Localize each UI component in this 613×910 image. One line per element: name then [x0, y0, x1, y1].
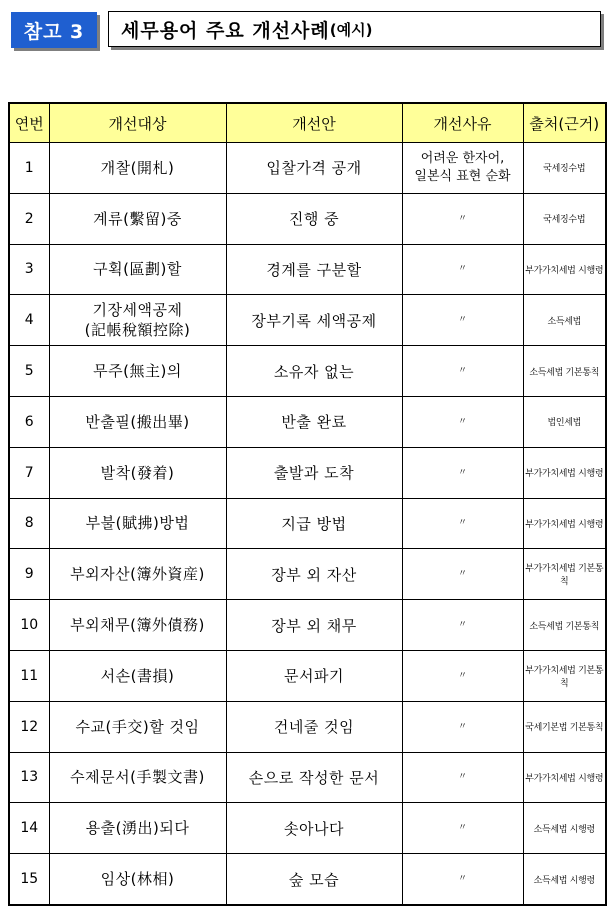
reason-cell	[402, 498, 523, 549]
row-number-cell: 15	[9, 854, 49, 905]
target-term-line: 반출필(搬出畢)	[85, 412, 190, 431]
source-cell: 법인세법	[523, 396, 606, 447]
improved-term-cell: 문서파기	[226, 650, 402, 701]
table-row	[9, 346, 606, 397]
reason-line: 〃	[457, 416, 467, 427]
row-number-cell: 2	[9, 193, 49, 244]
target-term-cell	[49, 295, 226, 346]
reason-cell	[402, 447, 523, 498]
source-cell: 국세징수법	[523, 193, 606, 244]
column-header-no: 연번	[9, 103, 49, 143]
row-number-cell: 8	[9, 498, 49, 549]
target-term-cell	[49, 244, 226, 295]
row-number-cell: 6	[9, 396, 49, 447]
reason-cell	[402, 346, 523, 397]
table-row	[9, 193, 606, 244]
improved-term-cell: 진행 중	[226, 193, 402, 244]
table-row	[9, 752, 606, 803]
improved-term-cell: 손으로 작성한 문서	[226, 752, 402, 803]
target-term-cell	[49, 854, 226, 905]
reason-line: 일본식 표현 순화	[414, 168, 511, 184]
source-cell: 소득세법	[523, 295, 606, 346]
improved-term-cell: 경계를 구분할	[226, 244, 402, 295]
target-term-line: 수제문서(手製文書)	[70, 768, 205, 787]
target-term-line: 계류(繫留)중	[93, 209, 182, 228]
target-term-cell	[49, 447, 226, 498]
column-header-source: 출처(근거)	[523, 103, 606, 143]
row-number-cell: 7	[9, 447, 49, 498]
reason-line: 〃	[457, 467, 467, 478]
source-cell: 부가가치세법 시행령	[523, 447, 606, 498]
reason-cell	[402, 600, 523, 651]
target-term-cell	[49, 701, 226, 752]
row-number-cell: 4	[9, 295, 49, 346]
column-header-target: 개선대상	[49, 103, 226, 143]
target-term-cell	[49, 346, 226, 397]
row-number-cell: 14	[9, 803, 49, 854]
source-cell: 부가가치세법 시행령	[523, 498, 606, 549]
target-term-cell	[49, 193, 226, 244]
target-term-line: 임상(林相)	[100, 870, 175, 889]
reason-line: 〃	[457, 721, 467, 732]
reason-cell	[402, 143, 523, 194]
table-row	[9, 803, 606, 854]
source-cell: 부가가치세법 기본통칙	[523, 549, 606, 600]
improved-term-cell: 장부 외 채무	[226, 600, 402, 651]
reason-line: 어려운 한자어,	[420, 150, 505, 166]
target-term-cell	[49, 803, 226, 854]
source-cell: 소득세법 시행령	[523, 854, 606, 905]
table-row	[9, 600, 606, 651]
source-cell: 국세기본법 기본통칙	[523, 701, 606, 752]
title-text: 세무용어 주요 개선사례	[121, 19, 330, 42]
improved-term-cell: 솟아나다	[226, 803, 402, 854]
row-number-cell: 11	[9, 650, 49, 701]
table-row	[9, 498, 606, 549]
table-row	[9, 396, 606, 447]
improved-term-cell: 소유자 없는	[226, 346, 402, 397]
row-number-cell: 3	[9, 244, 49, 295]
source-cell: 부가가치세법 시행령	[523, 244, 606, 295]
row-number-cell: 10	[9, 600, 49, 651]
target-term-line: 무주(無主)의	[93, 362, 182, 381]
improved-term-cell: 숲 모습	[226, 854, 402, 905]
table-row	[9, 143, 606, 194]
improved-term-cell: 출발과 도착	[226, 447, 402, 498]
improved-term-cell: 지급 방법	[226, 498, 402, 549]
reason-line: 〃	[457, 670, 467, 681]
source-cell: 소득세법 기본통칙	[523, 600, 606, 651]
table-row	[9, 650, 606, 701]
row-number-cell: 9	[9, 549, 49, 600]
reason-line: 〃	[457, 874, 467, 885]
target-term-line: 서손(書損)	[100, 666, 175, 685]
row-number-cell: 12	[9, 701, 49, 752]
source-cell: 부가가치세법 시행령	[523, 752, 606, 803]
table-row	[9, 854, 606, 905]
reason-cell	[402, 295, 523, 346]
reason-cell	[402, 650, 523, 701]
title-suffix: (예시)	[329, 20, 373, 39]
improved-term-cell: 반출 완료	[226, 396, 402, 447]
source-cell: 소득세법 시행령	[523, 803, 606, 854]
row-number-cell: 13	[9, 752, 49, 803]
target-term-line: 부외자산(簿外資産)	[70, 565, 205, 584]
terminology-table	[8, 102, 607, 906]
reason-line: 〃	[457, 315, 467, 326]
source-cell: 소득세법 기본통칙	[523, 346, 606, 397]
table-row	[9, 701, 606, 752]
reason-cell	[402, 752, 523, 803]
reason-cell	[402, 396, 523, 447]
reason-cell	[402, 244, 523, 295]
source-cell: 국세징수법	[523, 143, 606, 194]
target-term-line: 부외채무(簿外債務)	[70, 616, 205, 635]
reason-cell	[402, 549, 523, 600]
reason-line: 〃	[457, 518, 467, 529]
table-row	[9, 549, 606, 600]
page-title	[108, 11, 601, 47]
target-term-line: 용출(湧出)되다	[85, 819, 190, 838]
target-term-cell	[49, 396, 226, 447]
target-term-cell	[49, 650, 226, 701]
reason-cell	[402, 803, 523, 854]
target-term-cell	[49, 549, 226, 600]
target-term-line: 구획(區劃)할	[93, 260, 182, 279]
improved-term-cell: 장부기록 세액공제	[226, 295, 402, 346]
target-term-line: 기장세액공제	[92, 301, 183, 320]
target-term-line: (記帳稅額控除)	[84, 321, 191, 340]
reason-cell	[402, 193, 523, 244]
improved-term-cell: 장부 외 자산	[226, 549, 402, 600]
reason-cell	[402, 854, 523, 905]
improved-term-cell: 건네줄 것임	[226, 701, 402, 752]
target-term-line: 부불(賦拂)방법	[85, 514, 190, 533]
target-term-cell	[49, 498, 226, 549]
row-number-cell: 5	[9, 346, 49, 397]
reason-line: 〃	[457, 823, 467, 834]
table-row	[9, 244, 606, 295]
target-term-cell	[49, 600, 226, 651]
reason-line: 〃	[457, 264, 467, 275]
table-header-row	[9, 103, 606, 143]
target-term-line: 발착(發着)	[100, 463, 175, 482]
improved-term-cell: 입찰가격 공개	[226, 143, 402, 194]
target-term-cell	[49, 143, 226, 194]
row-number-cell: 1	[9, 143, 49, 194]
reason-line: 〃	[457, 569, 467, 580]
table-row	[9, 295, 606, 346]
source-cell: 부가가치세법 기본통칙	[523, 650, 606, 701]
target-term-line: 수교(手交)할 것임	[75, 717, 200, 736]
reason-line: 〃	[457, 772, 467, 783]
reason-cell	[402, 701, 523, 752]
target-term-cell	[49, 752, 226, 803]
reference-badge: 참고 3	[11, 12, 97, 48]
reason-line: 〃	[457, 620, 467, 631]
reason-line: 〃	[457, 366, 467, 377]
column-header-reason: 개선사유	[402, 103, 523, 143]
reason-line: 〃	[457, 213, 467, 224]
target-term-line: 개찰(開札)	[100, 158, 175, 177]
column-header-improved: 개선안	[226, 103, 402, 143]
table-row	[9, 447, 606, 498]
